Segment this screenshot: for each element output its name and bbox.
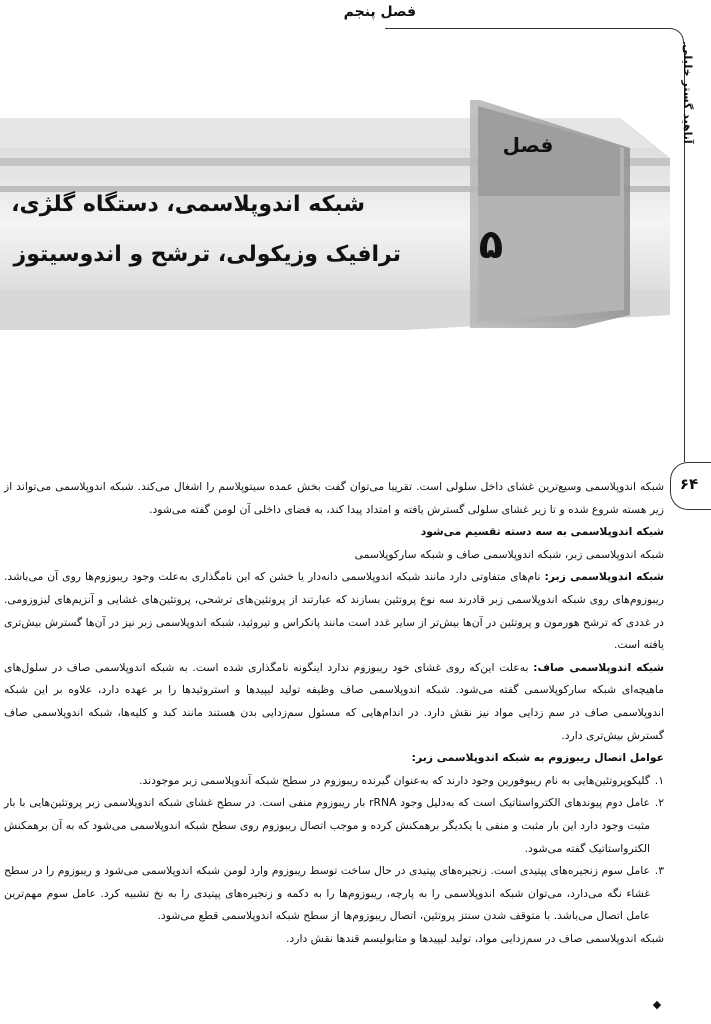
chapter-number: ۵	[478, 222, 504, 268]
header-corner	[668, 28, 684, 44]
smooth-er-term: شبکه اندوپلاسمی صاف:	[533, 660, 664, 674]
rough-er-text: نام‌های متفاوتی دارد مانند شبکه اندوپلاسمی دانه‌دار یا خشن که این نامگذاری به‌علت وجود ریبوزوم‌ها روی آن می‌باشد. ریبوزوم‌های روی شبکه اندوپلاسمی زبر قادرند سه نوع پروتئین بسازند که عبارتند از پروتئین‌های ترشحی، پروتئین‌های غشایی و آنزیم‌های لیزوزومی. در غددی که ترشح هورمون و پروتئین در آن‌ها بیش‌تر از سایر غدد است مانند پانکراس و تیروئید، شبکه اندوپلاسمی زبر نیز در آن‌ها گسترش بیش‌تری یافته است.	[4, 570, 664, 652]
factor-item	[4, 860, 664, 928]
factors-heading: عوامل اتصال ریبوزوم به شبکه اندوپلاسمی زبر:	[411, 751, 664, 765]
factor-item	[4, 770, 664, 793]
chapter-label: فصل	[502, 133, 554, 157]
division-heading: شبکه اندوپلاسمی به سه دسته تقسیم می‌شود	[420, 525, 664, 539]
header-rule	[385, 28, 669, 29]
bullet-triangle-icon: ◆	[652, 998, 662, 1011]
closing-paragraph: شبکه اندوپلاسمی صاف در سم‌زدایی مواد، تولید لیپیدها و متابولیسم قندها نقش دارد.	[285, 931, 664, 945]
factor-number: ۲.	[654, 796, 664, 810]
body-text	[4, 476, 664, 950]
chapter-title-line2: ترافیک وزیکولی، ترشح و اندوسیتوز	[13, 242, 401, 267]
factor-item	[4, 792, 664, 860]
intro-paragraph: شبکه اندوپلاسمی وسیع‌ترین غشای داخل سلولی است. تقریبا می‌توان گفت بخش عمده سیتوپلاسم را اشغال می‌کند. شبکه اندوپلاسمی می‌تواند از زیر هسته شروع شده و تا زیر غشای سلولی گسترش یافته و امتداد پیدا کند، به فضای داخلی آن لومن گفته می‌شود.	[4, 480, 664, 516]
factor-text: عامل دوم پیوندهای الکترواستاتیک است که به‌دلیل وجود rRNA بار ریبوزوم منفی است. در سطح غشای شبکه اندوپلاسمی زبر پروتئین‌هایی با بار مثبت وجود دارد این بار مثبت و منفی با یکدیگر برهمکنش کرده و موجب اتصال ریبوزوم روی سطح شبکه اندوپلاسمی می‌شود که به آن برهمکنش الکترواستاتیک گفته می‌شود.	[4, 796, 650, 855]
factor-text: عامل سوم زنجیره‌های پپتیدی است. زنجیره‌های پپتیدی در حال ساخت توسط ریبوزوم وارد لومن شبکه اندوپلاسمی می‌شود و ریبوزوم را در سطح غشاء نگه می‌دارد، می‌توان شبکه اندوپلاسمی را به پارچه، ریبوزوم‌ها را به دکمه و زنجیره‌های پپتیدی را به نخ تشبیه کرد. عامل سوم مهم‌ترین عامل اتصال می‌باشد. با متوقف شدن سنتز پروتئین، اتصال ریبوزوم‌ها از سطح شبکه اندوپلاسمی قطع می‌شود.	[4, 864, 650, 923]
rough-er-paragraph	[4, 566, 664, 656]
division-list: شبکه اندوپلاسمی زبر، شبکه اندوپلاسمی صاف و شبکه سارکوپلاسمی	[354, 547, 664, 561]
factor-text: گلیکوپروتئین‌هایی به نام ریبوفورین وجود دارند که به‌عنوان گیرنده ریبوزوم در سطح شبکه آندوپلاسمی زبر موجودند.	[139, 773, 650, 787]
smooth-er-paragraph	[4, 657, 664, 747]
factor-number: ۳.	[654, 864, 664, 878]
rough-er-term: شبکه اندوپلاسمی زبر:	[544, 570, 664, 584]
chapter-title-line1: شبکه اندوپلاسمی، دستگاه گلژی،	[11, 192, 365, 217]
factor-number: ۱.	[654, 773, 664, 787]
side-label: آناهید گستر خلیلی	[681, 44, 694, 144]
page-number: ۶۴	[679, 475, 699, 493]
running-head: فصل پنجم	[343, 4, 416, 20]
smooth-er-text: به‌علت این‌که روی غشای خود ریبوزوم ندارد اینگونه نامگذاری شده است. به شبکه اندوپلاسمی صاف در سلول‌های ماهیچه‌ای شبکه سارکوپلاسمی گفته می‌شود. شبکه اندوپلاسمی صاف وظیفه تولید لیپیدها و استروئیدها را بر عهده دارد، علاوه بر این شبکه اندوپلاسمی صاف در سم زدایی مواد نیز نقش دارد. در اندام‌هایی که مسئول سم‌زدایی بدن هستند مانند کبد و کلیه‌ها، شبکه اندوپلاسمی صاف گسترش بیش‌تری دارد.	[4, 660, 664, 742]
